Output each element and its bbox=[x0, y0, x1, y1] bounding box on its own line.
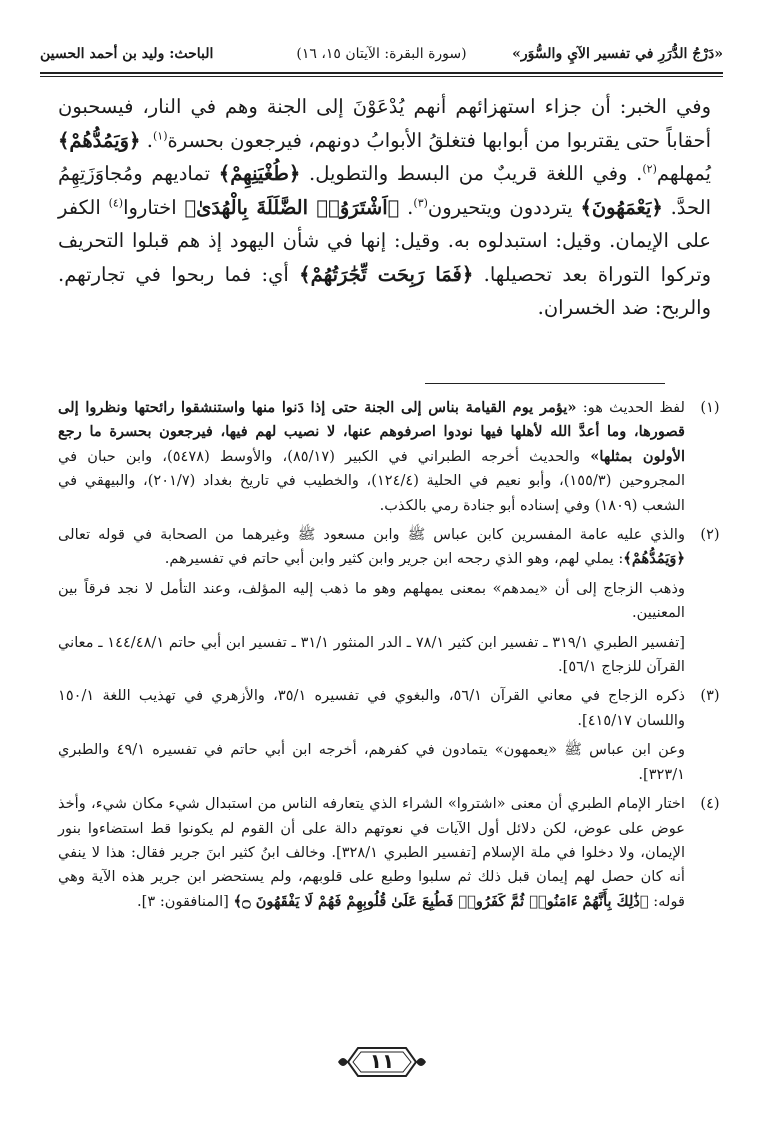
text-span: تماديهم ومُجاوَزَتِهِمُ الحدَّ. bbox=[58, 162, 711, 219]
book-title: «دَرْجُ الدُّرَرِ في تفسير الآيِ والسُّوَر» bbox=[512, 46, 723, 62]
quran-verse: ﴿ذَٰلِكَ بِأَنَّهُمْ ءَامَنُوا۟ ثُمَّ كَفَرُوا۟ فَطُبِعَ عَلَىٰ قُلُوبِهِمْ فَهُمْ لَا يَفْقَهُونَ ۝﴾ bbox=[233, 892, 649, 910]
footnote-text bbox=[58, 792, 685, 914]
text-span: يترددون ويتحيرون bbox=[427, 195, 581, 219]
quran-term: ﴿يَعْمَهُونَ﴾ bbox=[580, 195, 663, 219]
footnote-text bbox=[58, 396, 685, 518]
text-span: لفظ الحديث هو: bbox=[576, 399, 685, 416]
footnote-text: ذكره الزجاج في معاني القرآن ٥٦/١، والبغوي في تفسيره ٣٥/١، والأزهري في تهذيب اللغة ١٥٠/١ واللسان ٤١٥/١٧]. bbox=[58, 687, 685, 729]
page-header bbox=[40, 36, 723, 76]
text-span: يُمهلهم bbox=[656, 162, 711, 185]
text-span: اختاروا bbox=[123, 195, 185, 219]
page-number-frame bbox=[334, 1042, 430, 1082]
footnote-4 bbox=[58, 792, 725, 914]
footnote-number: (٣) bbox=[700, 687, 720, 705]
page-number: ١١ bbox=[369, 1049, 395, 1073]
footnote-text: [تفسير الطبري ٣١٩/١ ـ تفسير ابن كثير ٧٨/١ ـ الدر المنثور ٣١/١ ـ تفسير ابن أبي حاتم ١٤٤/٤٨/١ ـ معاني القرآن للزجاج ٥٦/١]. bbox=[58, 633, 685, 676]
footnote-3 bbox=[58, 684, 725, 787]
quran-term: ﴿طُغْيَنِهِمْ﴾ bbox=[218, 162, 301, 185]
main-text bbox=[58, 90, 711, 325]
text-span: الكفر على الإيمان. وقيل: استبدلوه به. وقيل: إنها في شأن اليهود إذ هم قبلوا التحريف وتركوا التوراة بعد تحصيلها. bbox=[58, 195, 712, 286]
text-span: أي: فما ربحوا في تجارتهم. والربح: ضد الخسران. bbox=[58, 262, 711, 319]
footnotes bbox=[58, 396, 725, 919]
section-title: (سورة البقرة: الآيتان ١٥، ١٦) bbox=[296, 46, 467, 62]
footnote-number: (٤) bbox=[700, 795, 720, 813]
footnote-text: وذهب الزجاج إلى أن «يمدهم» بمعنى يمهلهم وهو ما ذهب إليه المؤلف، وعند التأمل لا نجد فرقاً بين المعنيين. bbox=[58, 579, 685, 622]
header-rule bbox=[40, 72, 723, 74]
quran-term: ﴿فَمَا رَبِحَت تِّجَٰرَتُهُمْ﴾ bbox=[299, 262, 474, 286]
footnote-ref[interactable]: (٢) bbox=[642, 162, 657, 176]
quran-term: ﴿وَيَمُدُّهُمْ﴾ bbox=[58, 128, 141, 152]
text-span: : يملي لهم، وهو الذي رجحه ابن جرير وابن كثير وابن أبي حاتم في تفسيرهم. bbox=[164, 550, 624, 568]
footnote-ref[interactable]: (٣) bbox=[413, 196, 428, 209]
footnote-number: (١) bbox=[700, 399, 720, 416]
footnote-2 bbox=[58, 523, 725, 679]
footnote-text bbox=[58, 523, 685, 572]
quran-term: ﴿اَشْتَرَوُا۟ الضَّلَلَةَ بِالْهُدَىٰ﴾ bbox=[184, 195, 400, 219]
footnote-text: وعن ابن عباس ﷺ «يعمهون» يتمادون في كفرهم، أخرجه ابن أبي حاتم في تفسيره ٤٩/١ والطبري ٣٢٣/١]. bbox=[58, 741, 685, 783]
researcher-name: الباحث: وليد بن أحمد الحسين bbox=[40, 46, 214, 62]
footnote-number: (٢) bbox=[700, 526, 720, 544]
text-span: والذي عليه عامة المفسرين كابن عباس ﷺ وابن مسعود ﷺ وغيرهما من الصحابة في قوله تعالى bbox=[58, 526, 685, 544]
footnote-ref[interactable]: (٤) bbox=[108, 196, 124, 209]
text-span: وفي الخبر: أن جزاء استهزائهم أنهم يُدْعَوْنَ إلى الجنة وهم في النار، فيسحبون أحقاباً حتى يقتربوا من أبوابها فتغلقُ الأبوابُ دونهم، فيرجعون بحسرة bbox=[58, 95, 711, 152]
text-span: [المنافقون: ٣]. bbox=[137, 892, 234, 910]
text-span: اختار الإمام الطبري أن معنى «اشتروا» الشراء الذي يتعارفه الناس من استبدال شيء مكان شيء، وأخذ عوض على عوض، لكن دلائل أول الآيات في نعوتهم دالة على أن القوم لم يكونوا قط استضاءوا بنور الإيمان، ولا دخلوا في ملة الإسلام [تفسير الطبري ٣٢٨/١]. وخالف ابنُ كثير ابنَ جرير فقال: هذا لا ينفي أنه كان حصل لهم إيمان قبل ذلك ثم سلبوا وطبع على قلوبهم، ولم يستحضر ابن جرير هذه الآية وهي قوله: bbox=[58, 795, 685, 910]
text-span: . وفي اللغة قريبٌ من البسط والتطويل. bbox=[309, 162, 643, 185]
header-rule-thin bbox=[40, 76, 723, 77]
footnote-1 bbox=[58, 396, 725, 518]
footnote-ref[interactable]: (١) bbox=[152, 129, 168, 142]
main-paragraph: وفي الخبر: أن جزاء استهزائهم أنهم يُدْعَوْنَ إلى الجنة وهم في النار، فيسحبون أحقاباً حتى يقتربوا من أبوابها فتغلقُ الأبوابُ دونهم، فيرجعون بحسرة$^{(١)}$. ﴿وَيَمُدُّهُمْ﴾ يُمهلهم$^{(٢)}$. وفي اللغة قريبٌ من البسط والتطويل. ﴿طُغْيَنِهِمْ﴾ تماديهم ومُجاوَزَتِهِمُ الحدَّ. ﴿يَعْمَهُونَ﴾ يترددون ويتحيرون$^{(٣)}$. ﴿اَشْتَرَوُا۟ الضَّلَلَةَ بِالْهُدَىٰ﴾ اختاروا$^{(٤)}$ الكفر على الإيمان. وقيل: استبدلوه به. وقيل: إنها في شأن اليهود إذ هم قبلوا التحريف وتركوا التوراة بعد تحصيلها. ﴿فَمَا رَبِحَت تِّجَٰرَتُهُمْ﴾ أي: فما ربحوا في تجارتهم. والربح: ضد الخسران. bbox=[58, 95, 712, 319]
footnote-separator bbox=[425, 383, 665, 384]
text-span: والحديث أخرجه الطبراني في الكبير (٨٥/١٧)، والأوسط (٥٤٧٨)، وابن حبان في المجروحين (١٥٥/٣)، وأبو نعيم في الحلية (١٢٤/٤)، والخطيب في تاريخ بغداد (٢٠١/٧)، والبيهقي في الشعب (١٨٠٩) وفي إسناده أبو جنادة رمي بالكذب. bbox=[58, 447, 685, 514]
quran-term: ﴿وَيَمُدُّهُمْ﴾ bbox=[623, 550, 685, 568]
hadith-text: «يؤمر يوم القيامة بناس إلى الجنة حتى إذا دَنوا منها واستنشقوا رائحتها ونظروا إلى قصورها، وما أعدَّ الله لأهلها فيها نودوا اصرفوهم عنها، لا نصيب لهم فيها، فيرجعون بحسرة ما رجع الأولون بمثلها» bbox=[58, 399, 685, 465]
